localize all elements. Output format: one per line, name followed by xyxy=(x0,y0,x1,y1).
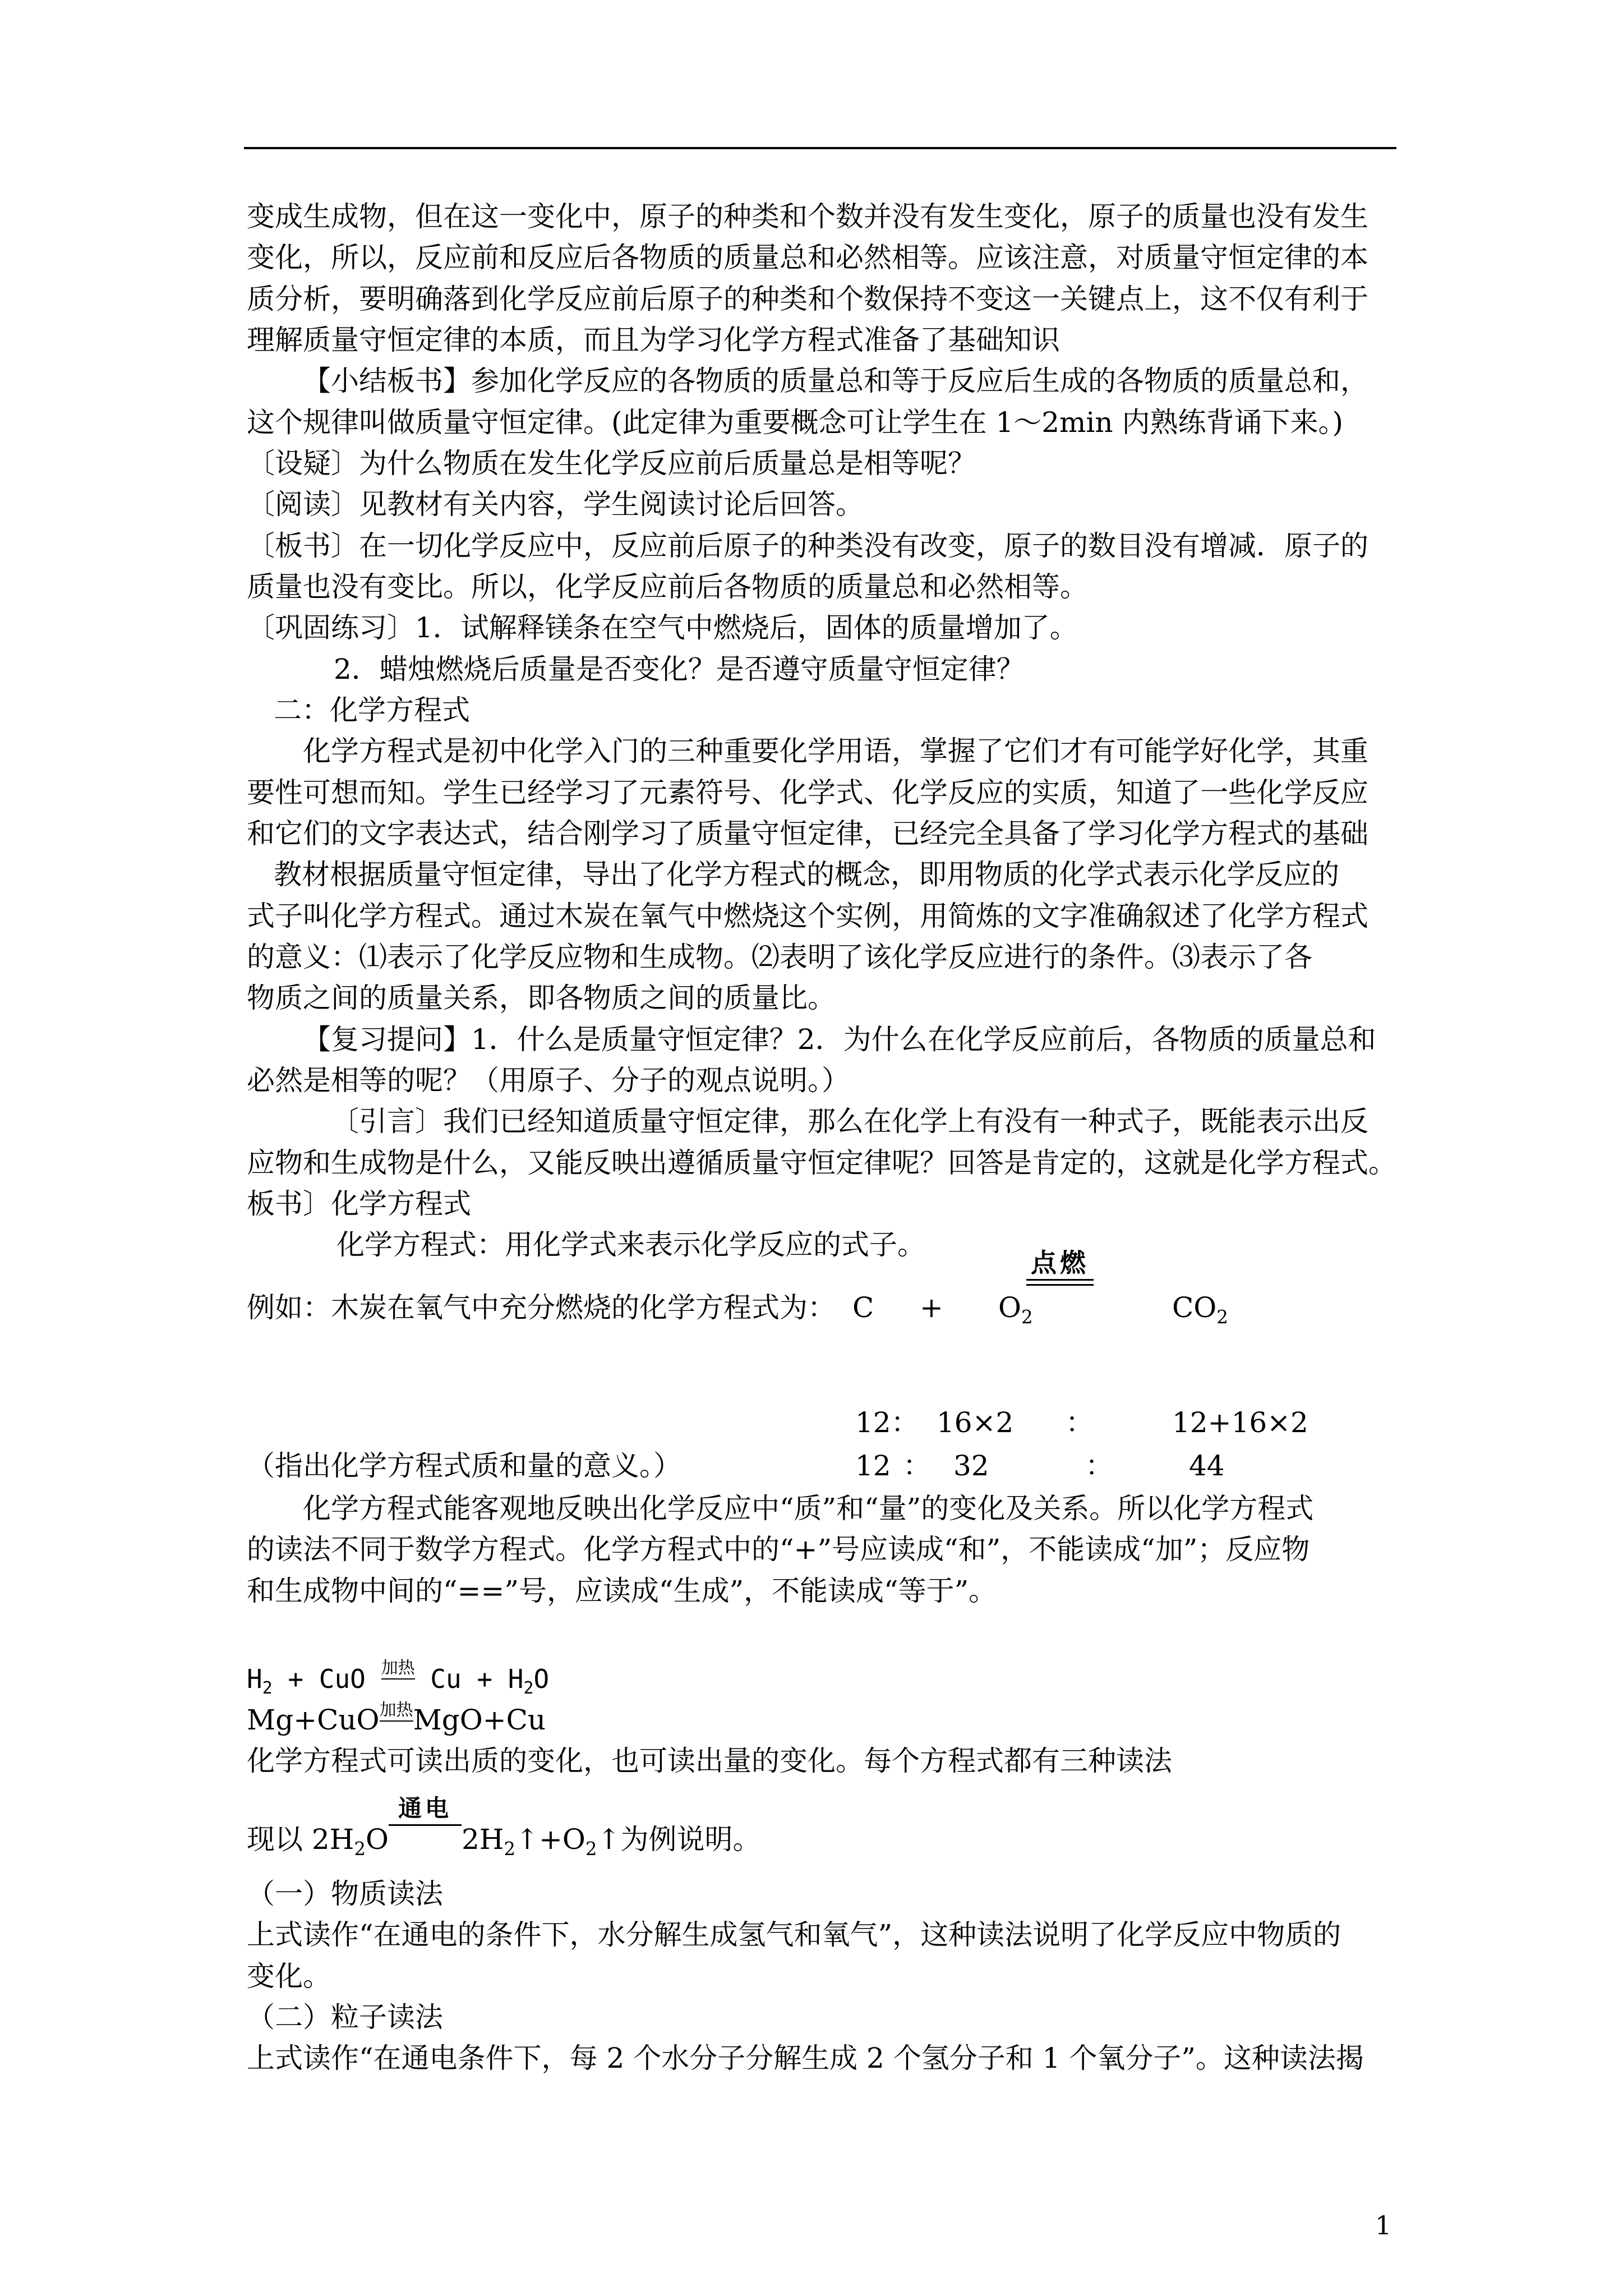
equation-mg-cuo: Mg+CuO加热 MgO+Cu xyxy=(247,1700,546,1736)
text-line: 化学方程式能客观地反映出化学反应中“质”和“量”的变化及关系。所以化学方程式 xyxy=(303,1492,1314,1525)
mass-ratio-cell: 16×2 xyxy=(937,1406,1014,1439)
text-line: 〔巩固练习〕1．试解释镁条在空气中燃烧后，固体的质量增加了。 xyxy=(247,611,1078,644)
text-line: 化学方程式：用化学式来表示化学反应的式子。 xyxy=(336,1228,925,1261)
mass-ratio-cell: 12+16×2 xyxy=(1172,1406,1308,1439)
text-line: 〔阅读〕见教材有关内容，学生阅读讨论后回答。 xyxy=(247,488,864,521)
text-line: 〔板书〕在一切化学反应中，反应前后原子的种类没有改变，原子的数目没有增减．原子的 xyxy=(247,530,1368,562)
mass-value-cell: 32 xyxy=(953,1450,989,1482)
equation-water-electrolysis: 现以 $2H_2O$ 通电 $2H_2↑+O_2↑$为例说明。 xyxy=(247,1795,761,1860)
header-rule xyxy=(244,147,1396,149)
mass-ratio-cell: 12： xyxy=(855,1406,919,1439)
text-line: 质量也没有变比。所以，化学反应前后各物质的质量总和必然相等。 xyxy=(247,570,1088,603)
text-line: 的读法不同于数学方程式。化学方程式中的“+”号应读成“和”，不能读成“加”；反应物 xyxy=(247,1533,1310,1566)
text-line: 化学方程式可读出质的变化，也可读出量的变化。每个方程式都有三种读法 xyxy=(247,1745,1172,1777)
subsection-heading: （二）粒子读法 xyxy=(247,2001,443,2033)
mass-value-cell: ： xyxy=(903,1450,931,1482)
text-line: 式子叫化学方程式。通过木炭在氧气中燃烧这个实例，用简炼的文字准确叙述了化学方程式 xyxy=(247,900,1368,932)
text-line: 【复习提问】1．什么是质量守恒定律？2．为什么在化学反应前后，各物质的质量总和 xyxy=(303,1023,1376,1056)
text-line: 教材根据质量守恒定律，导出了化学方程式的概念，即用物质的化学式表示化学反应的 xyxy=(274,858,1339,891)
page-number: 1 xyxy=(1375,2210,1392,2240)
mass-value-cell: ： xyxy=(1085,1450,1113,1482)
text-line: 上式读作“在通电的条件下，水分解生成氢气和氧气”，这种读法说明了化学反应中物质的 xyxy=(247,1918,1341,1951)
reactant-c: C xyxy=(852,1291,874,1324)
text-line: 变化，所以，反应前和反应后各物质的质量总和必然相等。应该注意，对质量守恒定律的本 xyxy=(247,241,1368,274)
text-line: 和它们的文字表达式，结合刚学习了质量守恒定律，已经完全具备了学习化学方程式的基础 xyxy=(247,817,1368,850)
text-line: 理解质量守恒定律的本质，而且为学习化学方程式准备了基础知识 xyxy=(247,324,1060,356)
example-intro: 例如：木炭在氧气中充分燃烧的化学方程式为： xyxy=(247,1291,836,1324)
subsection-heading: （一）物质读法 xyxy=(247,1878,443,1910)
text-line: 〔设疑〕为什么物质在发生化学反应前后质量总是相等呢？ xyxy=(247,447,976,480)
text-line: 2．蜡烛燃烧后质量是否变化？是否遵守质量守恒定律？ xyxy=(334,653,1025,685)
text-line: 物质之间的质量关系，即各物质之间的质量比。 xyxy=(247,982,836,1014)
text-line: 和生成物中间的“==”号，应读成“生成”，不能读成“等于”。 xyxy=(247,1575,997,1607)
mass-value-cell: 12 xyxy=(855,1450,891,1482)
mass-ratio-cell: ： xyxy=(1066,1406,1094,1439)
product-co2: $CO_2$ xyxy=(1172,1291,1228,1328)
text-line: 的意义：⑴表示了化学反应物和生成物。⑵表明了该化学反应进行的条件。⑶表示了各 xyxy=(247,941,1312,973)
text-line: 这个规律叫做质量守恒定律。(此定律为重要概念可让学生在 1～2min 内熟练背诵下来。) xyxy=(247,406,1344,439)
plus-sign: + xyxy=(920,1291,943,1324)
text-line: 〔引言〕我们已经知道质量守恒定律，那么在化学上有没有一种式子，既能表示出反 xyxy=(331,1105,1368,1138)
reactant-o2: $O_2$ xyxy=(998,1291,1033,1328)
example-note: （指出化学方程式质和量的意义。） xyxy=(247,1450,681,1482)
section-heading: 二：化学方程式 xyxy=(274,694,470,726)
text-line: 上式读作“在通电条件下，每 2 个水分子分解生成 2 个氢分子和 1 个氧分子”。这种读法揭 xyxy=(247,2042,1364,2074)
text-line: 应物和生成物是什么，又能反映出遵循质量守恒定律呢？回答是肯定的，这就是化学方程式。 xyxy=(247,1147,1396,1179)
text-line: 要性可想而知。学生已经学习了元素符号、化学式、化学反应的实质，知道了一些化学反应 xyxy=(247,776,1368,809)
text-line: 【小结板书】参加化学反应的各物质的质量总和等于反应后生成的各物质的质量总和， xyxy=(303,365,1368,397)
mass-value-cell: 44 xyxy=(1189,1450,1225,1482)
text-line: 质分析，要明确落到化学反应前后原子的种类和个数保持不变这一关键点上，这不仅有利于 xyxy=(247,283,1368,315)
text-line: 变化。 xyxy=(247,1960,331,1993)
equation-h2-cuo: $H_2$ + CuO 加热 $Cu + H_2O$ xyxy=(247,1658,550,1699)
text-line: 化学方程式是初中化学入门的三种重要化学用语，掌握了它们才有可能学好化学，其重 xyxy=(303,735,1368,767)
text-line: 必然是相等的呢？（用原子、分子的观点说明。） xyxy=(247,1064,850,1097)
condition-ignite: 点燃 xyxy=(1026,1250,1094,1286)
text-line: 变成生成物，但在这一变化中，原子的种类和个数并没有发生变化，原子的质量也没有发生 xyxy=(247,200,1368,233)
text-line: 板书〕化学方程式 xyxy=(247,1188,471,1220)
